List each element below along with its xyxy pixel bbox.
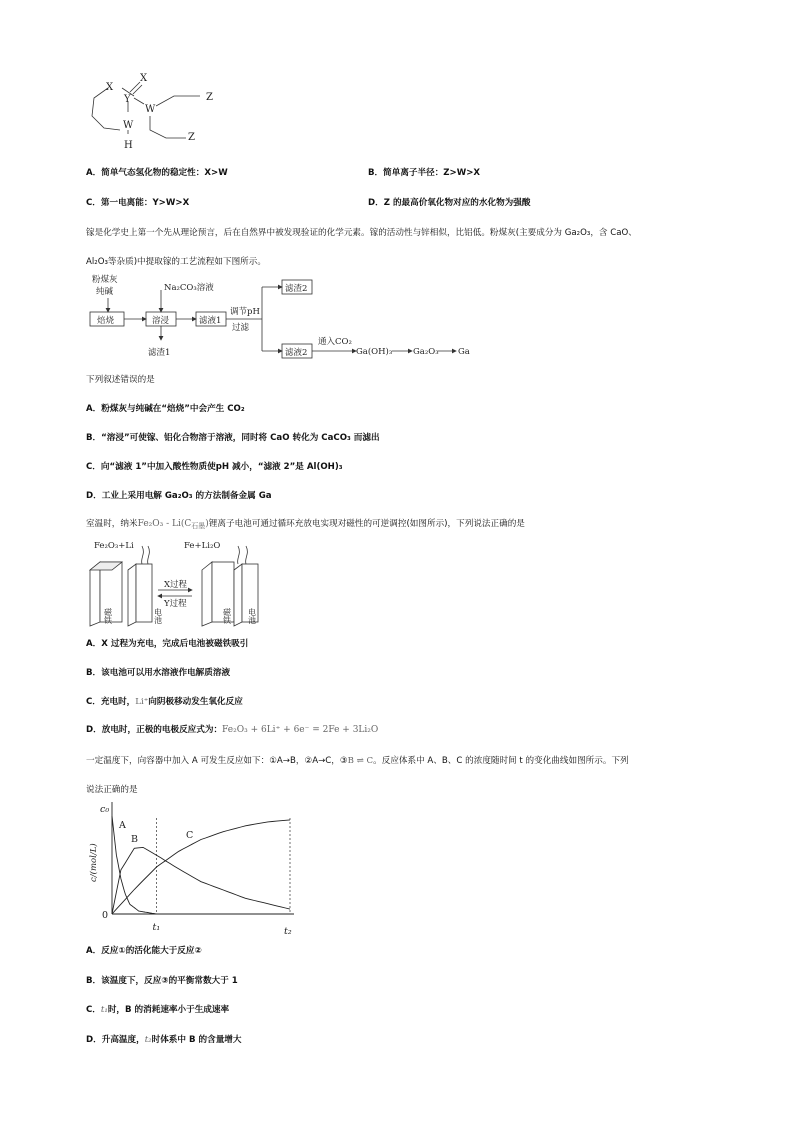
diagram-battery-left: 电池	[153, 608, 163, 624]
series-line-C	[112, 820, 290, 914]
flow-step-leach: 溶浸	[152, 316, 170, 326]
q1-option-c[interactable]: C．第一电离能：Y>W>X	[86, 198, 190, 208]
q3-option-d-eq: Fe₂O₃ + 6Li⁺ + 6e⁻ = 2Fe + 3Li₂O	[222, 725, 379, 735]
flow-filtrate2: 滤液2	[285, 348, 308, 358]
q4-stem-text1: 一定温度下，向容器中加入 A 可发生反应如下：①A→B，②A→C，③	[86, 756, 348, 766]
diagram-left-label: Fe₂O₃+Li	[94, 541, 134, 551]
y-axis-label: c/(mol/L)	[89, 843, 99, 882]
series-line-B	[112, 847, 290, 914]
struct-atom-z2: Z	[188, 132, 195, 143]
q4-stem-line1	[86, 754, 629, 766]
struct-atom-y: Y	[124, 94, 131, 105]
diagram-magnet-right: 磁铁	[222, 608, 232, 624]
q1-option-b[interactable]: B．简单离子半径：Z>W>X	[368, 168, 481, 178]
q1-option-d[interactable]: D．Z 的最高价氧化物对应的水化物为强酸	[368, 198, 531, 208]
q1-option-a[interactable]: A．简单气态氢化物的稳定性：X>W	[86, 168, 228, 178]
q2-option-b[interactable]: B．“溶浸”可使镓、铝化合物溶于溶液，同时将 CaO 转化为 CaCO₃ 而滤出	[86, 433, 380, 443]
flow-co2: 通入CO₂	[318, 337, 352, 347]
q2-option-a[interactable]: A．粉煤灰与纯碱在“焙烧”中会产生 CO₂	[86, 404, 245, 414]
q3-stem-formula-sub: 石墨	[191, 522, 206, 530]
q3-stem-post: 锂离子电池可通过循环充放电实现对磁性的可逆调控(如图所示)，下列说法正确的是	[208, 519, 525, 529]
struct-atom-h: H	[124, 140, 133, 151]
flow-ga2o3: Ga₂O₃	[413, 347, 439, 357]
q4-stem-text1-end: 。反应体系中 A、B、C 的浓度随时间 t 的变化曲线如图所示。下列	[373, 756, 629, 766]
ring-structure-diagram	[82, 68, 232, 154]
flow-gaoh3: Ga(OH)₃	[356, 347, 393, 357]
flow-input-soda: 纯碱	[96, 287, 114, 297]
struct-atom-w2: W	[123, 120, 134, 131]
diagram-y-process: Y过程	[164, 599, 187, 609]
q4-option-c-rest: 时，B 的消耗速率小于生成速率	[107, 1005, 230, 1015]
q2-question: 下列叙述错误的是	[86, 375, 155, 385]
flow-filter: 过滤	[232, 323, 250, 333]
y-tick-c0: c₀	[100, 804, 110, 815]
flow-step-roast: 焙烧	[97, 316, 115, 326]
struct-atom-x1: X	[106, 82, 114, 93]
q3-stem-formula: Fe₂O₃ - Li(C	[137, 519, 192, 529]
q3-option-c-rest: 向阴极移动发生氧化反应	[148, 697, 243, 707]
flow-input-flyash: 粉煤灰	[92, 275, 118, 285]
q2-stem-line2: Al₂O₃等杂质)中提取镓的工艺流程如下图所示。	[86, 257, 266, 267]
diagram-right-label: Fe+Li₂O	[184, 541, 221, 551]
q3-option-b[interactable]: B．该电池可以用水溶液作电解质溶液	[86, 668, 231, 678]
y-tick-0: 0	[102, 910, 109, 921]
battery-magnet-diagram	[86, 536, 276, 628]
q4-option-c-row[interactable]	[86, 1003, 229, 1015]
q3-option-c-row[interactable]	[86, 695, 243, 707]
gallium-process-flowchart	[86, 272, 486, 364]
flow-residue2: 滤渣2	[285, 284, 308, 294]
q2-option-d[interactable]: D．工业上采用电解 Ga₂O₃ 的方法制备金属 Ga	[86, 491, 272, 501]
x-tick-t2: t₂	[284, 926, 292, 937]
q3-stem-formula-end: )	[205, 519, 209, 529]
q4-option-d-row[interactable]	[86, 1033, 242, 1045]
q4-option-c: C．	[86, 1005, 101, 1015]
q3-stem	[86, 517, 525, 531]
q3-option-a[interactable]: A．X 过程为充电，完成后电池被磁铁吸引	[86, 639, 249, 649]
q3-option-d: D．放电时，正极的电极反应式为：	[86, 725, 223, 735]
diagram-battery-right: 电池	[247, 608, 257, 624]
series-label-C: C	[186, 830, 194, 841]
q3-option-c: C．充电时，	[86, 697, 136, 707]
struct-atom-w1: W	[145, 104, 156, 115]
flow-residue1: 滤渣1	[148, 348, 171, 358]
q4-option-d-t: t₂	[144, 1035, 152, 1045]
x-tick-t1: t₁	[152, 922, 161, 933]
struct-atom-z1: Z	[206, 92, 213, 103]
flow-filtrate1: 滤液1	[199, 316, 222, 326]
q3-option-d-row[interactable]	[86, 723, 378, 735]
q2-stem-line1: 镓是化学史上第一个先从理论预言，后在自然界中被发现验证的化学元素。镓的活动性与锌相似，比铝低。粉煤灰(主要成分为 Ga₂O₃，含 CaO、	[86, 228, 637, 238]
concentration-time-chart	[86, 798, 306, 940]
diagram-x-process: X过程	[164, 580, 188, 590]
flow-ga: Ga	[458, 347, 470, 357]
q4-option-a[interactable]: A．反应①的活化能大于反应②	[86, 946, 202, 956]
flow-adjust-ph: 调节pH	[230, 307, 260, 317]
q4-option-b[interactable]: B．该温度下，反应③的平衡常数大于 1	[86, 976, 238, 986]
q2-option-c[interactable]: C．向“滤液 1”中加入酸性物质使pH 减小，“滤液 2”是 Al(OH)₃	[86, 462, 343, 472]
q4-option-d-rest: 时体系中 B 的含量增大	[151, 1035, 242, 1045]
diagram-magnet-left: 磁铁	[103, 608, 113, 624]
series-label-B: B	[131, 834, 138, 845]
q4-stem-line2: 说法正确的是	[86, 785, 138, 795]
q4-eq3: B ⇌ C	[347, 756, 374, 766]
struct-atom-x2: X	[140, 73, 148, 84]
q4-option-d: D．升高温度，	[86, 1035, 145, 1045]
series-label-A: A	[119, 820, 126, 831]
q4-option-c-t: t₁	[100, 1005, 108, 1015]
flow-reagent: Na₂CO₃溶液	[164, 283, 214, 293]
q3-option-c-ion: Li⁺	[135, 697, 149, 707]
q3-stem-pre: 室温时，纳米	[86, 519, 138, 529]
